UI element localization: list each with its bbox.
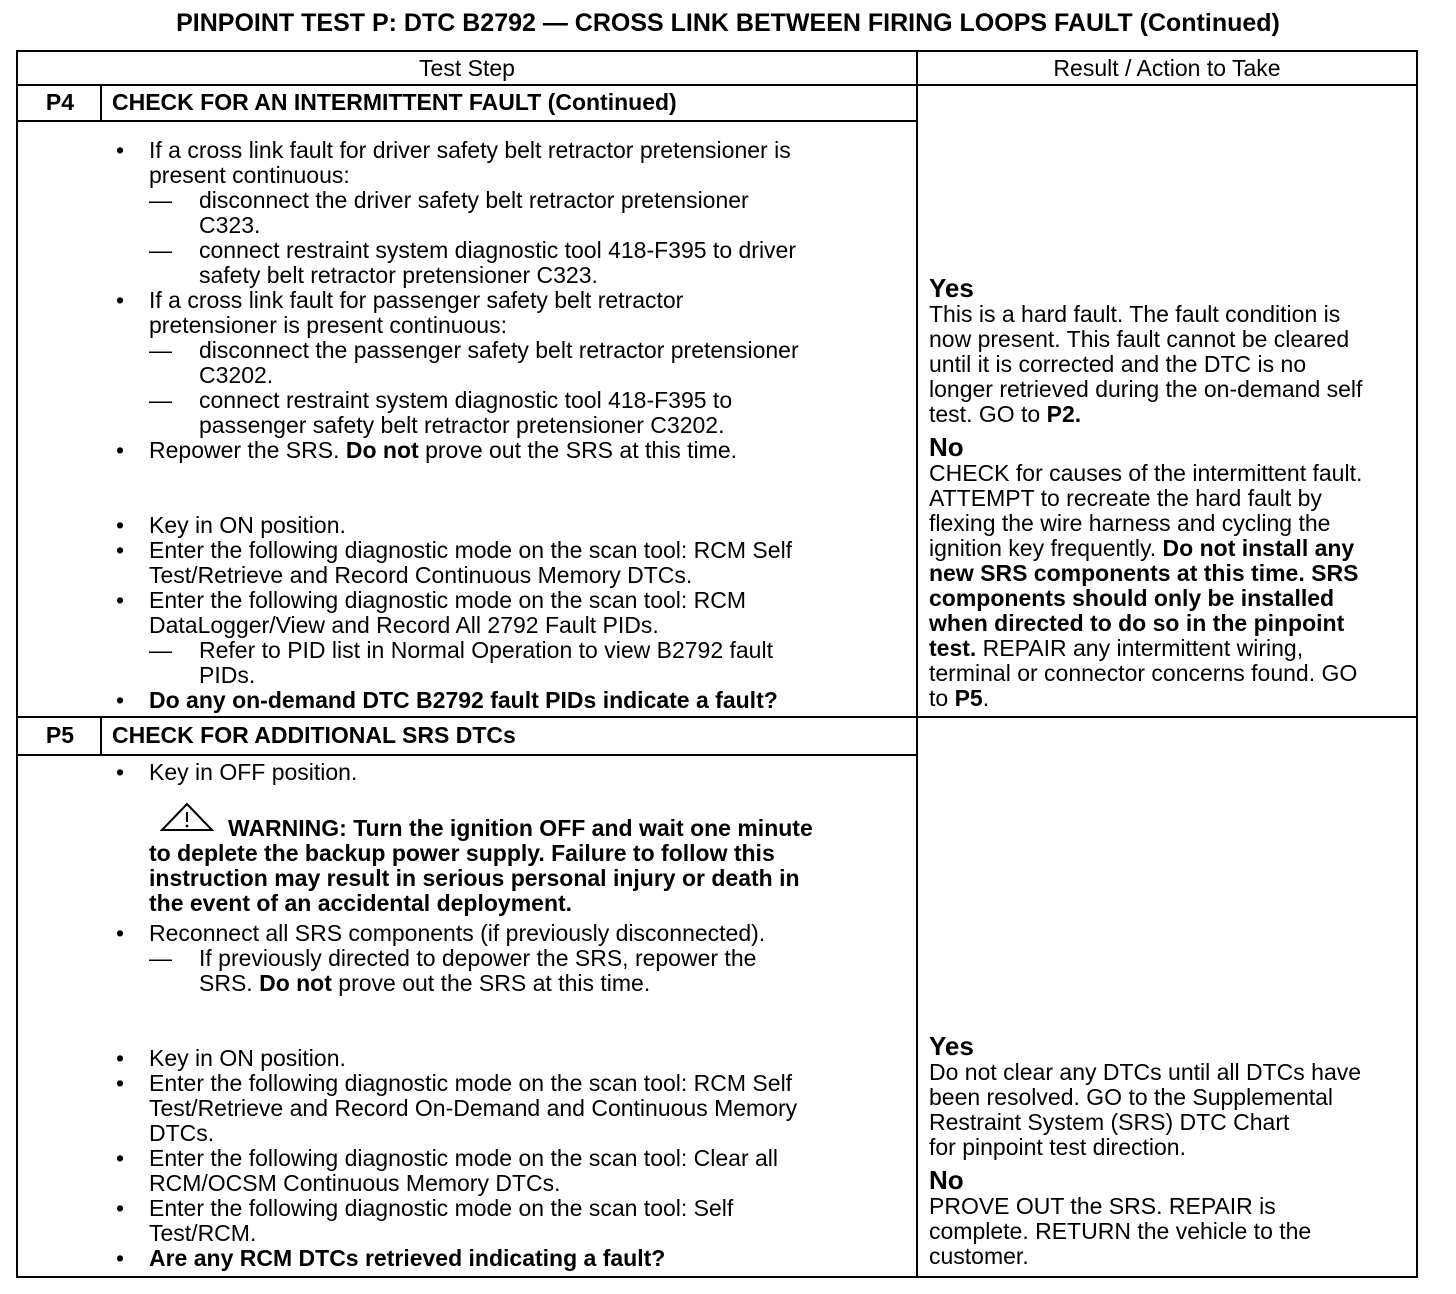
p5-step-6 — [149, 1196, 733, 1246]
header-test-step: Test Step — [419, 55, 515, 81]
text-line — [199, 971, 756, 996]
text-line — [929, 536, 1415, 561]
dash: — — [149, 187, 172, 213]
bullet: • — [116, 587, 125, 613]
text-line: until it is corrected and the DTC is no — [929, 351, 1307, 377]
dash: — — [149, 237, 172, 263]
p5-question: Are any RCM DTCs retrieved indicating a fault? — [149, 1245, 666, 1271]
p4-no-goto — [929, 686, 1415, 711]
p4-step-5 — [149, 538, 792, 588]
p4-result — [929, 274, 1415, 711]
emphasis: Do not install any — [1162, 535, 1355, 561]
text-line: If a cross link fault for driver safety belt retractor pretensioner is — [149, 137, 791, 163]
text: REPAIR any intermittent wiring, — [976, 635, 1304, 661]
text-line: Test/Retrieve and Record Continuous Memory DTCs. — [149, 562, 693, 588]
p4-p5-divider — [16, 716, 1418, 718]
column-divider — [916, 50, 918, 1278]
p5-title-divider — [16, 754, 918, 756]
p4-substep-2 — [199, 238, 796, 288]
bullet: • — [116, 512, 125, 538]
text-line: connect restraint system diagnostic tool 418-F395 to driver — [199, 237, 797, 263]
p5-no-label: No — [929, 1165, 964, 1195]
text-line: complete. RETURN the vehicle to the — [929, 1218, 1312, 1244]
step-ref: P5 — [954, 685, 983, 711]
step-id-p4: P4 — [45, 89, 75, 115]
text-line: been resolved. GO to the Supplemental — [929, 1084, 1334, 1110]
p4-title-divider — [16, 120, 918, 122]
page-title: PINPOINT TEST P: DTC B2792 — CROSS LINK BETWEEN FIRING LOOPS FAULT (Continued) — [176, 9, 1280, 37]
bullet: • — [116, 137, 125, 163]
text-line: RCM/OCSM Continuous Memory DTCs. — [149, 1170, 561, 1196]
text: prove out the SRS at this time. — [418, 437, 738, 463]
p5-warning — [149, 816, 813, 916]
text: ignition key frequently. — [929, 535, 1163, 561]
bullet: • — [116, 687, 125, 713]
bullet: • — [116, 759, 125, 785]
text: to — [929, 685, 955, 711]
p4-yes-label: Yes — [929, 273, 974, 303]
dash: — — [149, 337, 172, 363]
emphasis: test. — [929, 635, 977, 661]
text-line: customer. — [929, 1243, 1029, 1269]
text-line: to deplete the backup power supply. Failure to follow this — [149, 840, 775, 866]
text-line: instruction may result in serious personal injury or death in — [149, 865, 800, 891]
text-line: disconnect the driver safety belt retractor pretensioner — [199, 187, 749, 213]
text-line: Do not clear any DTCs until all DTCs have — [929, 1059, 1362, 1085]
text-line: safety belt retractor pretensioner C323. — [199, 262, 598, 288]
text-line: If previously directed to depower the SRS, repower the — [199, 945, 757, 971]
header-divider — [16, 84, 1418, 86]
emphasis: Do not — [259, 970, 332, 996]
text-line: Enter the following diagnostic mode on the scan tool: RCM Self — [149, 1070, 793, 1096]
text-line: C3202. — [199, 362, 274, 388]
p4-yes-goto — [929, 402, 1415, 427]
p4-substep-5 — [199, 638, 773, 688]
p4-question: Do any on-demand DTC B2792 fault PIDs indicate a fault? — [149, 687, 778, 713]
bullet: • — [116, 287, 125, 313]
text-line: the event of an accidental deployment. — [149, 890, 573, 916]
text: SRS. — [199, 970, 260, 996]
text-line: PROVE OUT the SRS. REPAIR is — [929, 1193, 1276, 1219]
text: prove out the SRS at this time. — [331, 970, 651, 996]
text-line: Enter the following diagnostic mode on the scan tool: Self — [149, 1195, 734, 1221]
bullet: • — [116, 1245, 125, 1271]
text-line: pretensioner is present continuous: — [149, 312, 507, 338]
text-line: when directed to do so in the pinpoint — [929, 610, 1345, 636]
text-line: DataLogger/View and Record All 2792 Fault PIDs. — [149, 612, 659, 638]
text-line: Enter the following diagnostic mode on the scan tool: RCM Self — [149, 537, 793, 563]
p5-yes-label: Yes — [929, 1031, 974, 1061]
dash: — — [149, 387, 172, 413]
text-line: for pinpoint test direction. — [929, 1134, 1186, 1160]
text: test. GO to — [929, 401, 1047, 427]
p5-step-5 — [149, 1146, 778, 1196]
p5-step-4 — [149, 1071, 797, 1146]
bullet: • — [116, 920, 125, 946]
text-line: Test/RCM. — [149, 1220, 257, 1246]
text: Repower the SRS. — [149, 437, 346, 463]
p5-step-1: Key in OFF position. — [149, 759, 358, 785]
text-line: C323. — [199, 212, 261, 238]
bullet: • — [116, 1070, 125, 1096]
text-line: connect restraint system diagnostic tool 418-F395 to — [199, 387, 733, 413]
text-line: terminal or connector concerns found. GO — [929, 660, 1358, 686]
text: . — [982, 685, 990, 711]
bullet: • — [116, 1145, 125, 1171]
text-line: DTCs. — [149, 1120, 215, 1146]
text-line: Restraint System (SRS) DTC Chart — [929, 1109, 1290, 1135]
text-line: Enter the following diagnostic mode on the scan tool: RCM — [149, 587, 747, 613]
p4-substep-3 — [199, 338, 799, 388]
text-line: present continuous: — [149, 162, 350, 188]
p4-step-3 — [149, 438, 737, 463]
text-line: now present. This fault cannot be cleared — [929, 326, 1350, 352]
p4-step-6 — [149, 588, 746, 638]
step-title-p5: CHECK FOR ADDITIONAL SRS DTCs — [112, 722, 516, 748]
p5-step-3: Key in ON position. — [149, 1045, 346, 1071]
text-line: longer retrieved during the on-demand self — [929, 376, 1363, 402]
p4-step-4: Key in ON position. — [149, 512, 346, 538]
step-id-p5: P5 — [45, 722, 75, 748]
header-result: Result / Action to Take — [1053, 55, 1281, 81]
text-line: Enter the following diagnostic mode on the scan tool: Clear all — [149, 1145, 779, 1171]
step-title-p4: CHECK FOR AN INTERMITTENT FAULT (Continued) — [112, 89, 677, 115]
text-line: passenger safety belt retractor pretensioner C3202. — [199, 412, 725, 438]
p4-substep-4 — [199, 388, 732, 438]
bullet: • — [116, 1045, 125, 1071]
text-line: ATTEMPT to recreate the hard fault by — [929, 485, 1322, 511]
text-line: new SRS components at this time. SRS — [929, 560, 1359, 586]
bullet: • — [116, 437, 125, 463]
dash: — — [149, 637, 172, 663]
p4-substep-1 — [199, 188, 749, 238]
text-line — [929, 636, 1415, 661]
bullet: • — [116, 1195, 125, 1221]
text-line: disconnect the passenger safety belt retractor pretensioner — [199, 337, 799, 363]
text-line: If a cross link fault for passenger safety belt retractor — [149, 287, 684, 313]
emphasis: Do not — [345, 437, 419, 463]
text-line: WARNING: Turn the ignition OFF and wait one minute — [228, 815, 813, 841]
text-line: flexing the wire harness and cycling the — [929, 510, 1331, 536]
p5-step-2: Reconnect all SRS components (if previously disconnected). — [149, 920, 766, 946]
text-line: Test/Retrieve and Record On-Demand and Continuous Memory — [149, 1095, 798, 1121]
p4-step-2 — [149, 288, 683, 338]
step-ref: P2. — [1046, 401, 1082, 427]
text-line: components should only be installed — [929, 585, 1335, 611]
dash: — — [149, 945, 172, 971]
text-line: PIDs. — [199, 662, 256, 688]
p5-result — [929, 1032, 1415, 1269]
p4-step-1 — [149, 138, 791, 188]
text-line: This is a hard fault. The fault condition is — [929, 301, 1341, 327]
p5-substep-1 — [199, 946, 756, 996]
bullet: • — [116, 537, 125, 563]
p4-no-label: No — [929, 432, 964, 462]
text-line: Refer to PID list in Normal Operation to view B2792 fault — [199, 637, 773, 663]
text-line: CHECK for causes of the intermittent fault. — [929, 460, 1363, 486]
